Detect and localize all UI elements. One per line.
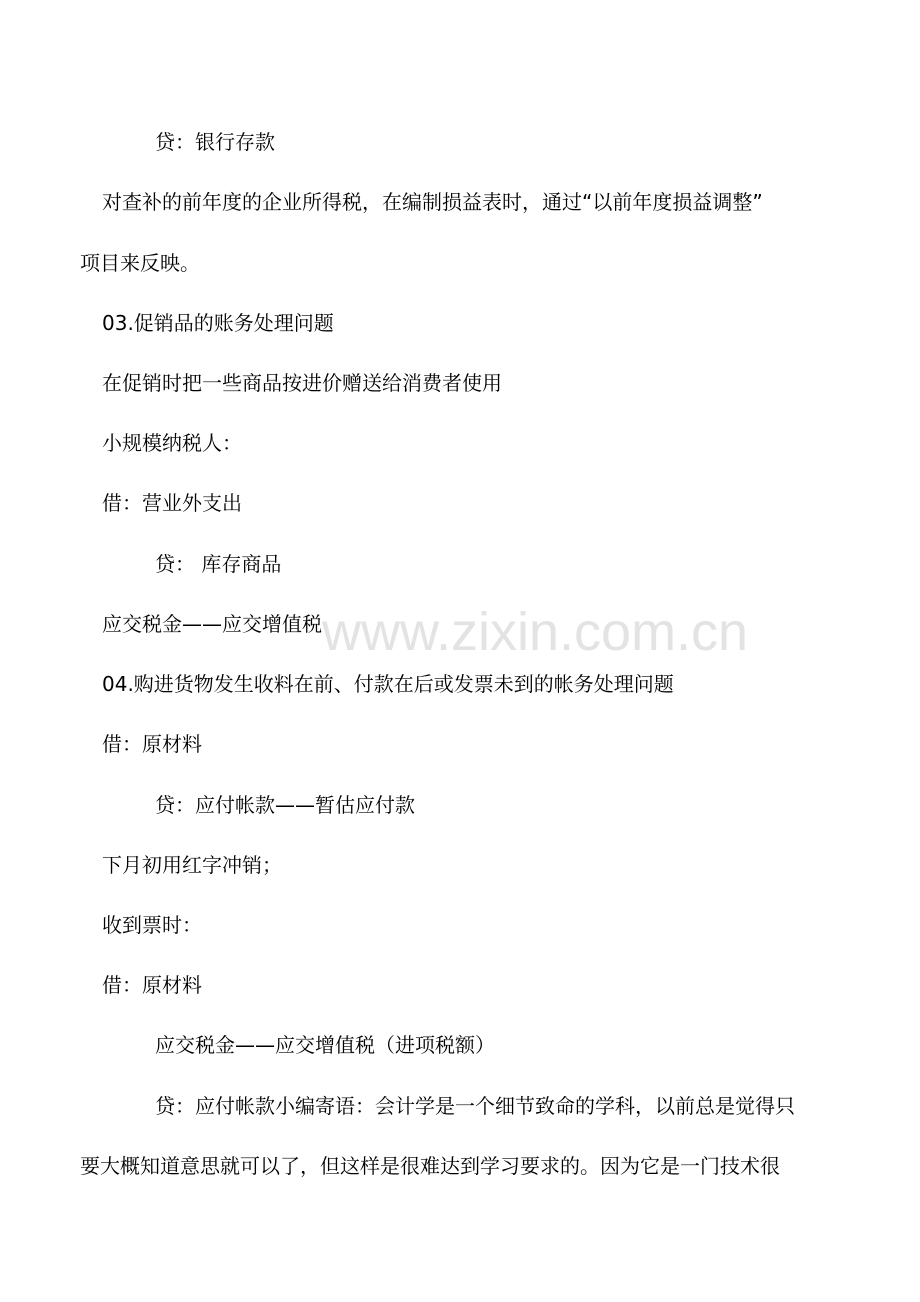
text-line-debit-raw-materials-2: 借：原材料 bbox=[102, 973, 202, 997]
text-line-debit-raw-materials: 借：原材料 bbox=[102, 732, 202, 756]
text-line-invoice-received: 收到票时： bbox=[102, 913, 202, 937]
text-line-credit-estimated-payable: 贷：应付帐款——暂估应付款 bbox=[155, 793, 415, 817]
text-line-red-reversal: 下月初用红字冲销； bbox=[102, 853, 282, 877]
watermark-text: www.zixin.com.cn bbox=[322, 602, 749, 662]
text-line-small-taxpayer: 小规模纳税人： bbox=[102, 431, 242, 455]
text-line-vat-payable: 应交税金——应交增值税 bbox=[102, 612, 322, 636]
text-line-promotion-gift: 在促销时把一些商品按进价赠送给消费者使用 bbox=[102, 371, 502, 395]
section-heading-03: 03.促销品的账务处理问题 bbox=[102, 311, 334, 335]
text-line-editor-note-continued: 要大概知道意思就可以了，但这样是很难达到学习要求的。因为它是一门技术很 bbox=[80, 1154, 780, 1178]
text-line-editor-note: 贷：应付帐款小编寄语：会计学是一个细节致命的学科，以前总是觉得只 bbox=[155, 1094, 795, 1118]
text-line-credit-inventory: 贷： 库存商品 bbox=[155, 552, 282, 576]
text-line-debit-nonoperating: 借：营业外支出 bbox=[102, 491, 242, 515]
text-line-input-vat: 应交税金——应交增值税（进项税额） bbox=[155, 1033, 495, 1057]
text-line-credit-bank-deposit: 贷：银行存款 bbox=[155, 130, 275, 154]
text-line-income-tax-adjustment: 对查补的前年度的企业所得税，在编制损益表时，通过“以前年度损益调整” bbox=[102, 190, 763, 214]
text-line-item-reflect: 项目来反映。 bbox=[80, 251, 200, 275]
section-heading-04: 04.购进货物发生收料在前、付款在后或发票未到的帐务处理问题 bbox=[102, 672, 674, 696]
